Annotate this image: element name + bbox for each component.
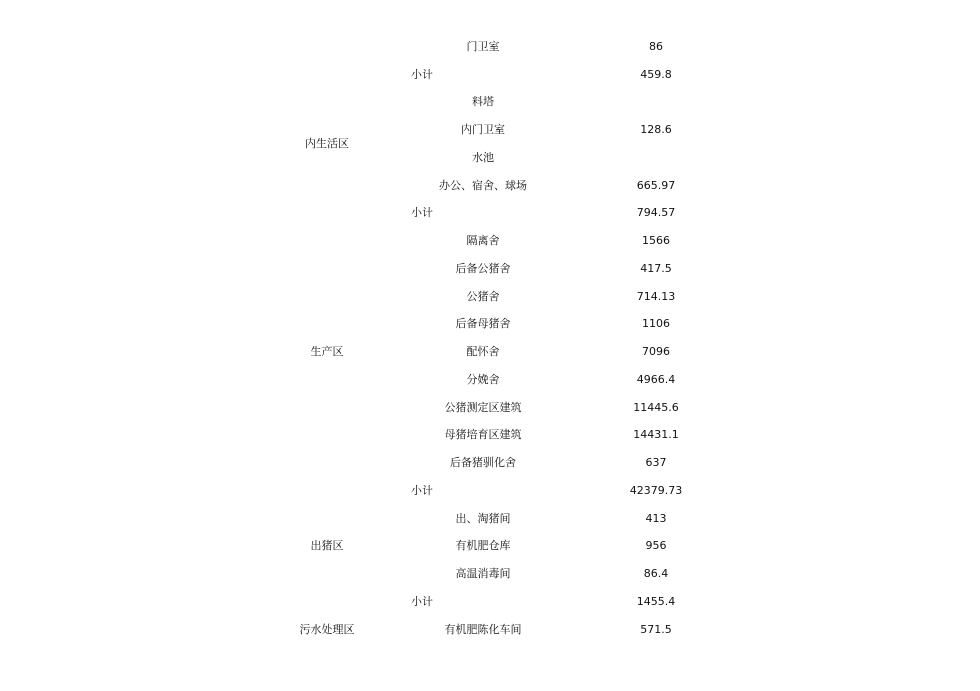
table-row: [0, 616, 980, 644]
building-name: 配怀舍: [466, 345, 500, 358]
building-name: 料塔: [472, 95, 494, 108]
area-value: 128.6: [640, 123, 672, 136]
area-value: 637: [645, 456, 667, 469]
subtotal-value: 1455.4: [636, 595, 676, 608]
area-value: 571.5: [640, 623, 672, 636]
subtotal-label: 小计: [411, 595, 433, 608]
area-value: [610, 144, 702, 172]
subtotal-label: 小计: [411, 484, 433, 497]
table-row: [0, 116, 980, 144]
building-name: 隔离舍: [466, 234, 500, 247]
area-value: 7096: [642, 345, 670, 358]
area-value: 86.4: [643, 567, 669, 580]
building-name: 有机肥仓库: [455, 539, 511, 552]
building-name: 内门卫室: [461, 123, 505, 136]
table-row: [0, 366, 980, 394]
area-value: 714.13: [636, 290, 676, 303]
subtotal-label: 小计: [411, 206, 433, 219]
zone-label-sewage: 污水处理区: [299, 623, 355, 636]
building-name: 母猪培育区建筑: [444, 428, 522, 441]
building-name: 分娩舍: [466, 373, 500, 386]
building-name: 有机肥陈化车间: [444, 623, 522, 636]
zone-label-pig-out: 出猪区: [310, 539, 344, 552]
subtotal-row: [0, 61, 980, 89]
area-value: 417.5: [640, 262, 672, 275]
area-value: 11445.6: [633, 401, 679, 414]
building-name: 高温消毒间: [455, 567, 511, 580]
subtotal-row: [0, 477, 980, 505]
subtotal-row: [0, 588, 980, 616]
area-value: 1106: [642, 317, 670, 330]
area-value: [610, 88, 702, 116]
table-row: [0, 255, 980, 283]
table-row: [0, 532, 980, 560]
table-row: [0, 283, 980, 311]
table-row: [0, 560, 980, 588]
building-name: 水池: [472, 151, 494, 164]
area-value: 4966.4: [636, 373, 676, 386]
area-value: 86: [649, 40, 663, 53]
table-row: [0, 227, 980, 255]
area-value: 413: [645, 512, 667, 525]
subtotal-value: 794.57: [636, 206, 676, 219]
table-row: [0, 33, 980, 61]
subtotal-row: [0, 199, 980, 227]
table-row: [0, 310, 980, 338]
table-row: [0, 421, 980, 449]
subtotal-value: 459.8: [640, 68, 672, 81]
area-value: 665.97: [636, 179, 676, 192]
area-value: 14431.1: [633, 428, 679, 441]
table-row: [0, 338, 980, 366]
subtotal-label: 小计: [411, 68, 433, 81]
table-row: [0, 394, 980, 422]
area-value: 1566: [642, 234, 670, 247]
building-name: 公猪舍: [466, 290, 500, 303]
building-name: 公猪测定区建筑: [444, 401, 522, 414]
table-row: [0, 505, 980, 533]
area-value: 956: [645, 539, 667, 552]
table-row: [0, 172, 980, 200]
table-row: [0, 449, 980, 477]
building-name: 后备猪驯化舍: [450, 456, 516, 469]
zone-label-inner-living: 内生活区: [305, 137, 349, 150]
building-name: 门卫室: [466, 40, 500, 53]
building-name: 后备母猪舍: [455, 317, 511, 330]
subtotal-value: 42379.73: [629, 484, 683, 497]
building-name: 出、淘猪间: [455, 512, 511, 525]
building-name: 后备公猪舍: [455, 262, 511, 275]
building-name: 办公、宿舍、球场: [439, 179, 527, 192]
zone-label-production: 生产区: [310, 345, 344, 358]
table-row: [0, 144, 980, 172]
table-row: [0, 88, 980, 116]
